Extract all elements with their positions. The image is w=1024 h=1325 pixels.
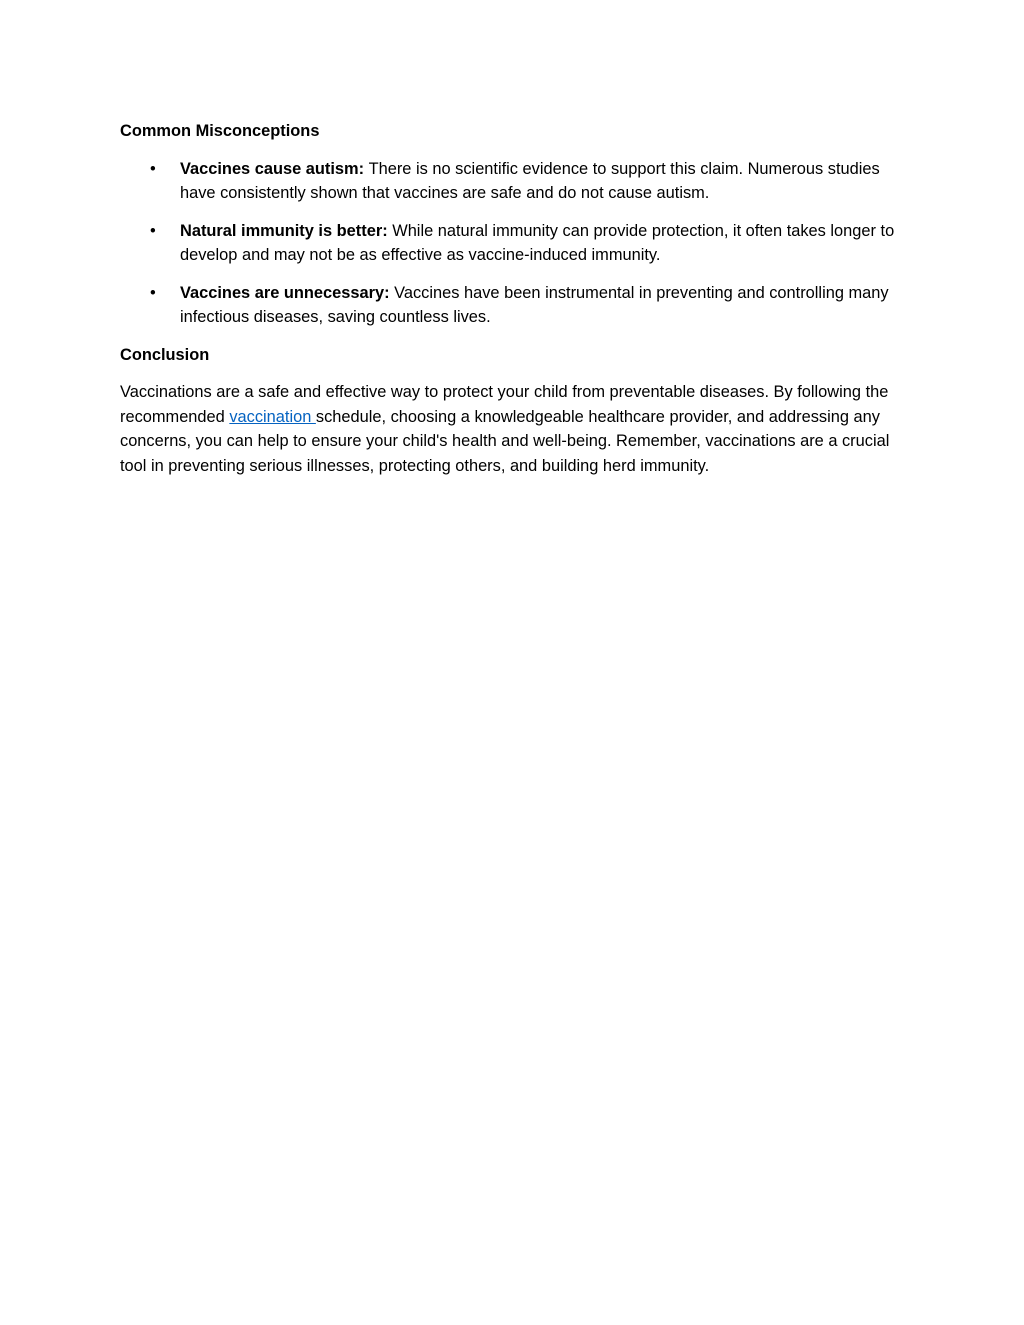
bullet-icon: • <box>150 221 156 240</box>
misconceptions-list <box>120 157 906 330</box>
list-item <box>120 157 906 206</box>
misconception-text: While natural immunity can provide protection, it often takes longer to develop and may not be as effective as vaccine-induced immunity. <box>180 221 895 264</box>
bullet-icon: • <box>150 283 156 302</box>
misconception-text: Vaccines have been instrumental in preventing and controlling many infectious diseases, saving countless lives. <box>180 283 889 326</box>
list-item <box>120 219 906 268</box>
conclusion-paragraph <box>120 380 906 478</box>
bullet-icon: • <box>150 159 156 178</box>
conclusion-heading: Conclusion <box>120 345 210 364</box>
misconceptions-heading: Common Misconceptions <box>120 122 320 140</box>
conclusion-text-before: Vaccinations are a safe and effective way to protect your child from preventable diseases. By following the recommended <box>120 383 889 426</box>
misconception-text: There is no scientific evidence to support this claim. Numerous studies have consistently shown that vaccines are safe and do not cause autism. <box>180 159 880 202</box>
list-item <box>120 281 906 330</box>
misconception-term: Vaccines cause autism: <box>180 159 369 178</box>
misconception-term: Vaccines are unnecessary: <box>180 283 395 302</box>
vaccination-link[interactable]: vaccination <box>229 407 316 426</box>
document-page <box>120 119 906 478</box>
conclusion-text-after: schedule, choosing a knowledgeable healthcare provider, and addressing any concerns, you can help to ensure your child's health and well-being. Remember, vaccinations are a crucial tool in preventing serious illnesses, protecting others, and building herd immunity. <box>120 407 890 475</box>
misconception-term: Natural immunity is better: <box>180 221 393 240</box>
